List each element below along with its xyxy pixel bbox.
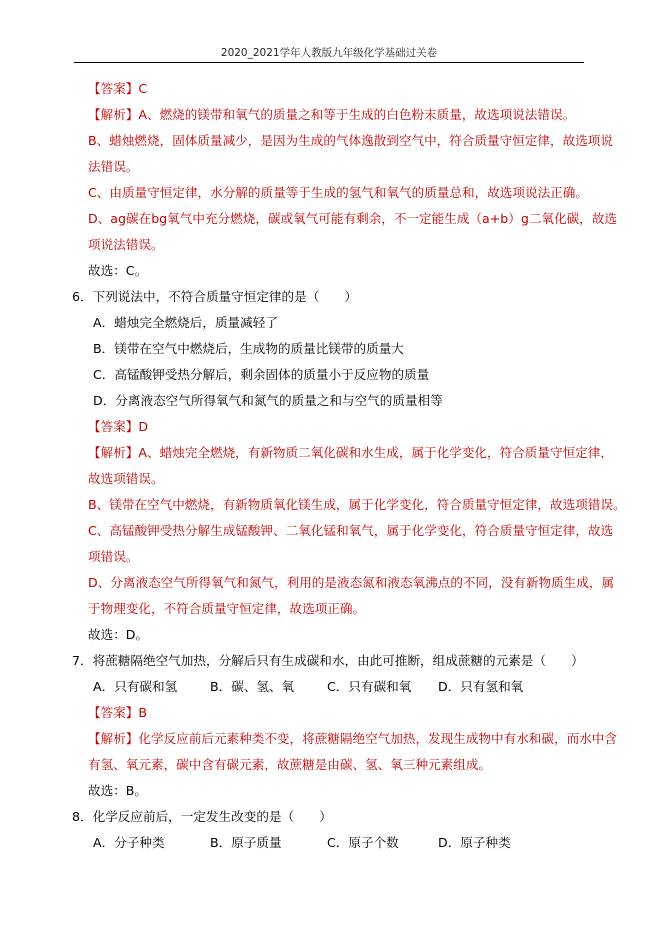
analysis-line xyxy=(80,726,617,752)
answer-line-q5 xyxy=(80,76,590,102)
question-6-option-d: D．分离液态空气所得氧气和氮气的质量之和与空气的质量相等 xyxy=(93,393,443,408)
analysis-line: 法错误。 xyxy=(88,159,139,174)
analysis-line: 于物理变化，不符合质量守恒定律，故选项正确。 xyxy=(88,601,366,616)
answer-line-q7 xyxy=(80,700,590,726)
question-6-option-c: C．高锰酸钾受热分解后，剩余固体的质量小于反应物的质量 xyxy=(93,367,430,382)
analysis-line: D、分离液态空气所得氧气和氮气，利用的是液态氮和液态氧沸点的不同，没有新物质生成，属 xyxy=(88,575,615,590)
conclusion-line: 故选：D。 xyxy=(88,627,149,642)
answer-value: B xyxy=(138,705,148,720)
question-8-options xyxy=(80,830,590,856)
question-6-option-b: B．镁带在空气中燃烧后，生成物的质量比镁带的质量大 xyxy=(93,341,404,356)
analysis-line: 故选项错误。 xyxy=(88,471,164,486)
question-8-stem: 8．化学反应前后，一定发生改变的是（ ） xyxy=(72,809,332,824)
analysis-text: A、蜡烛完全燃烧，有新物质二氧化碳和水生成，属于化学变化，符合质量守恒定律， xyxy=(138,445,613,460)
header-divider xyxy=(74,62,584,63)
question-7-stem: 7．将蔗糖隔绝空气加热，分解后只有生成碳和水，由此可推断，组成蔗糖的元素是（ ） xyxy=(72,653,584,668)
answer-tag: 【答案】 xyxy=(88,419,139,434)
answer-value: C xyxy=(138,81,148,96)
analysis-line xyxy=(80,102,590,128)
answer-tag: 【答案】 xyxy=(88,705,139,720)
analysis-text: A、燃烧的镁带和氧气的质量之和等于生成的白色粉末质量，故选项说法错误。 xyxy=(138,107,576,122)
conclusion-line: 故选：B。 xyxy=(88,783,148,798)
conclusion-line: 故选：C。 xyxy=(88,263,148,278)
question-6-option-a: A．蜡烛完全燃烧后，质量减轻了 xyxy=(93,315,278,330)
analysis-tag: 【解析】 xyxy=(88,107,139,122)
document-body xyxy=(72,76,626,856)
analysis-tag: 【解析】 xyxy=(88,445,139,460)
analysis-line: 项说法错误。 xyxy=(88,237,164,252)
question-7-option-d: D．只有氢和氧 xyxy=(438,679,524,694)
analysis-tag: 【解析】 xyxy=(88,731,139,746)
analysis-line: C、由质量守恒定律，水分解的质量等于生成的氢气和氧气的质量总和，故选项说法正确。 xyxy=(88,185,588,200)
question-7-option-b: B．碳、氢、氧 xyxy=(210,679,295,694)
question-7-option-c: C．只有碳和氧 xyxy=(327,679,412,694)
answer-value: D xyxy=(138,419,149,434)
question-6-stem: 6．下列说法中，不符合质量守恒定律的是（ ） xyxy=(72,289,358,304)
answer-tag: 【答案】 xyxy=(88,81,139,96)
analysis-text: 化学反应前后元素种类不变，将蔗糖隔绝空气加热，发现生成物中有水和碳，而水中含 xyxy=(138,731,617,746)
question-8-option-c: C．原子个数 xyxy=(327,835,399,850)
question-8-option-b: B．原子质量 xyxy=(210,835,282,850)
analysis-line xyxy=(80,440,613,466)
question-7-option-a: A．只有碳和氢 xyxy=(93,679,178,694)
question-7-options xyxy=(80,674,590,700)
analysis-line: C、高锰酸钾受热分解生成锰酸钾、二氧化锰和氧气，属于化学变化，符合质量守恒定律，故选 xyxy=(88,523,614,538)
analysis-line: 项错误。 xyxy=(88,549,139,564)
analysis-line: B、镁带在空气中燃烧，有新物质氧化镁生成，属于化学变化，符合质量守恒定律，故选项错误。 xyxy=(88,497,626,512)
analysis-line: D、ag碳在bg氧气中充分燃烧，碳或氧气可能有剩余，不一定能生成（a+b）g二氧化碳，故选 xyxy=(88,211,618,226)
analysis-line: B、蜡烛燃烧，固体质量减少，是因为生成的气体逸散到空气中，符合质量守恒定律，故选项说 xyxy=(88,133,613,148)
question-8-option-d: D．原子种类 xyxy=(438,835,511,850)
question-8-option-a: A．分子种类 xyxy=(93,835,165,850)
answer-line-q6 xyxy=(80,414,590,440)
page-header: 2020_2021学年人教版九年级化学基础过关卷 xyxy=(220,47,438,59)
analysis-line: 有氢、氧元素，碳中含有碳元素，故蔗糖是由碳、氢、氧三种元素组成。 xyxy=(88,757,491,772)
